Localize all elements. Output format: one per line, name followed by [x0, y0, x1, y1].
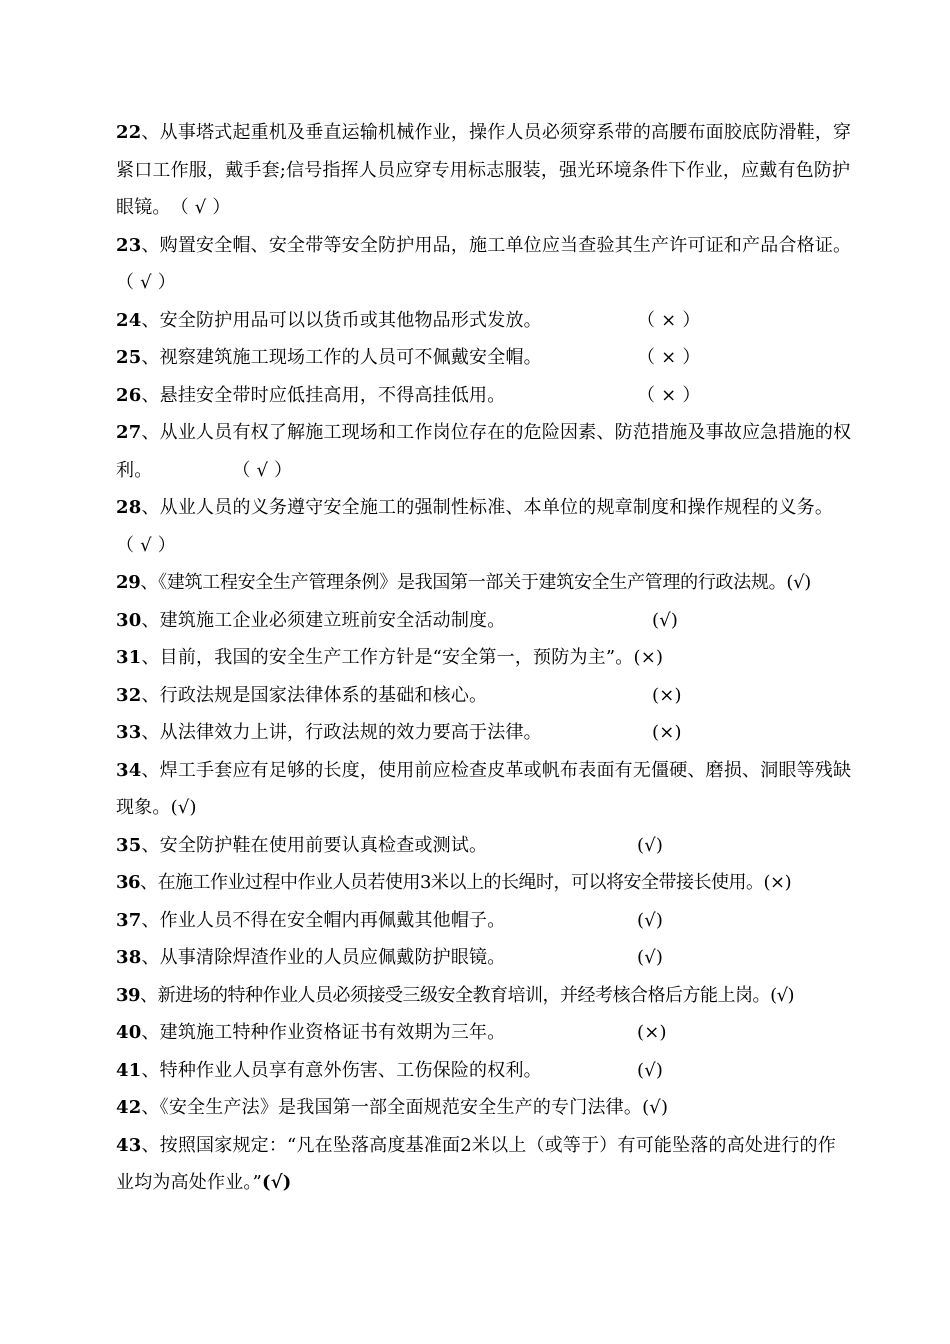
question-number: 40 [116, 1022, 142, 1043]
question-answer: (√) [637, 909, 664, 931]
question-separator: 、 [141, 647, 160, 668]
question-24 [116, 302, 852, 340]
question-separator: 、 [141, 909, 160, 931]
question-30 [116, 602, 852, 640]
question-number: 41 [116, 1059, 142, 1081]
question-number: 35 [116, 834, 142, 856]
question-text: 按照国家规定：“凡在坠落高度基准面2米以上（或等于）有可能坠落的高处进行的作业均为高处作业。” [116, 1134, 836, 1193]
question-separator: 、 [141, 384, 160, 406]
question-text: 视察建筑施工现场工作的人员可不佩戴安全帽。 [159, 347, 542, 368]
question-separator: 、 [141, 1059, 160, 1081]
question-answer: (×) [652, 722, 682, 743]
question-33 [116, 714, 852, 752]
question-number: 32 [116, 684, 142, 706]
question-separator: 、 [141, 947, 160, 968]
question-text: 目前，我国的安全生产工作方针是“安全第一，预防为主”。 [159, 647, 634, 668]
question-separator: 、 [141, 347, 160, 368]
question-separator: 、 [141, 1134, 160, 1156]
question-separator: 、 [141, 759, 160, 781]
question-text: 建筑施工企业必须建立班前安全活动制度。 [159, 609, 506, 631]
question-number: 36 [116, 872, 141, 893]
question-text: 从业人员有权了解施工现场和工作岗位存在的危险因素、防范措施及事故应急措施的权利。 [116, 422, 852, 481]
question-number: 34 [116, 759, 142, 781]
question-text: 从业人员的义务遵守安全施工的强制性标准、本单位的规章制度和操作规程的义务。 [159, 497, 834, 518]
question-text: 安全防护用品可以以货币或其他物品形式发放。 [159, 309, 542, 331]
question-separator: 、 [141, 1097, 160, 1118]
question-text: 安全防护鞋在使用前要认真检查或测试。 [159, 834, 488, 856]
question-separator: 、 [140, 872, 158, 893]
question-answer: (√) [637, 947, 664, 968]
question-23 [116, 227, 852, 302]
question-number: 33 [116, 722, 142, 743]
question-answer: (√) [637, 834, 664, 856]
question-number: 27 [116, 422, 142, 443]
question-number: 26 [116, 384, 142, 406]
question-number: 39 [116, 984, 141, 1006]
question-27 [116, 414, 852, 489]
question-35 [116, 827, 852, 865]
question-29 [116, 564, 852, 602]
question-separator: 、 [141, 122, 160, 143]
question-answer: (×) [633, 647, 664, 668]
question-39 [116, 977, 852, 1015]
question-number: 28 [116, 497, 142, 518]
question-text: 建筑施工特种作业资格证书有效期为三年。 [159, 1022, 506, 1043]
question-text: 《建筑工程安全生产管理条例》是我国第一部关于建筑安全生产管理的行政法规。 [158, 572, 787, 593]
question-43 [116, 1127, 852, 1202]
question-number: 42 [116, 1097, 142, 1118]
question-answer: （ √ ） [170, 197, 231, 218]
question-answer: (√) [642, 1097, 669, 1118]
question-text: 《安全生产法》是我国第一部全面规范安全生产的专门法律。 [159, 1097, 643, 1118]
question-26 [116, 377, 852, 415]
question-number: 29 [116, 572, 141, 593]
question-number: 22 [116, 122, 142, 143]
question-answer: (√) [652, 609, 679, 631]
question-answer: (√) [170, 797, 197, 818]
question-38 [116, 939, 852, 977]
question-answer: （ × ） [637, 309, 701, 331]
question-number: 24 [116, 309, 142, 331]
question-separator: 、 [141, 497, 160, 518]
question-separator: 、 [141, 834, 160, 856]
question-answer: （ × ） [637, 347, 701, 368]
question-separator: 、 [141, 422, 160, 443]
question-answer: (×) [637, 1022, 667, 1043]
question-text: 悬挂安全带时应低挂高用，不得高挂低用。 [159, 384, 506, 406]
question-text: 焊工手套应有足够的长度，使用前应检查皮革或帆布表面有无僵硬、磨损、洞眼等残缺现象。 [116, 759, 852, 818]
question-number: 25 [116, 347, 142, 368]
question-answer: (×) [763, 872, 792, 893]
question-separator: 、 [141, 684, 160, 706]
question-separator: 、 [141, 309, 160, 331]
question-text: 从事清除焊渣作业的人员应佩戴防护眼镜。 [159, 947, 506, 968]
question-separator: 、 [141, 722, 160, 743]
question-text: 在施工作业过程中作业人员若使用3米以上的长绳时，可以将安全带接长使用。 [157, 872, 764, 893]
question-34 [116, 752, 852, 827]
question-text: 新进场的特种作业人员必须接受三级安全教育培训，并经考核合格后方能上岗。 [157, 984, 771, 1006]
question-number: 37 [116, 909, 142, 931]
question-separator: 、 [141, 1022, 160, 1043]
question-40 [116, 1014, 852, 1052]
question-answer: （ √ ） [116, 534, 176, 556]
question-42 [116, 1089, 852, 1127]
question-answer: (√) [770, 984, 795, 1006]
question-text: 从法律效力上讲，行政法规的效力要高于法律。 [159, 722, 542, 743]
question-separator: 、 [141, 234, 160, 256]
question-number: 43 [116, 1134, 142, 1156]
question-text: 从事塔式起重机及垂直运输机械作业，操作人员必须穿系带的高腰布面胶底防滑鞋，穿紧口工作服，戴手套;信号指挥人员应穿专用标志服装，强光环境条件下作业，应戴有色防护眼镜。 [116, 122, 852, 218]
question-25 [116, 339, 852, 377]
question-answer: (√) [262, 1172, 292, 1193]
question-separator: 、 [140, 984, 158, 1006]
question-answer: （ √ ） [232, 459, 293, 481]
question-answer: （ √ ） [116, 272, 176, 293]
question-36 [116, 864, 852, 902]
question-32 [116, 677, 852, 715]
question-number: 31 [116, 647, 142, 668]
question-22 [116, 114, 852, 227]
question-text: 特种作业人员享有意外伤害、工伤保险的权利。 [159, 1059, 542, 1081]
question-separator: 、 [140, 572, 159, 593]
question-31 [116, 639, 852, 677]
question-41 [116, 1052, 852, 1090]
question-answer: (×) [652, 684, 682, 706]
question-text: 购置安全帽、安全带等安全防护用品，施工单位应当查验其生产许可证和产品合格证。 [159, 234, 852, 256]
document-page [116, 114, 852, 1202]
question-answer: (√) [637, 1059, 664, 1081]
question-separator: 、 [141, 609, 160, 631]
question-number: 30 [116, 609, 142, 631]
question-number: 38 [116, 947, 142, 968]
question-28 [116, 489, 852, 564]
question-text: 行政法规是国家法律体系的基础和核心。 [159, 684, 488, 706]
question-number: 23 [116, 234, 142, 256]
question-text: 作业人员不得在安全帽内再佩戴其他帽子。 [159, 909, 506, 931]
question-answer: （ × ） [637, 384, 701, 406]
question-37 [116, 902, 852, 940]
question-answer: (√) [786, 572, 811, 593]
